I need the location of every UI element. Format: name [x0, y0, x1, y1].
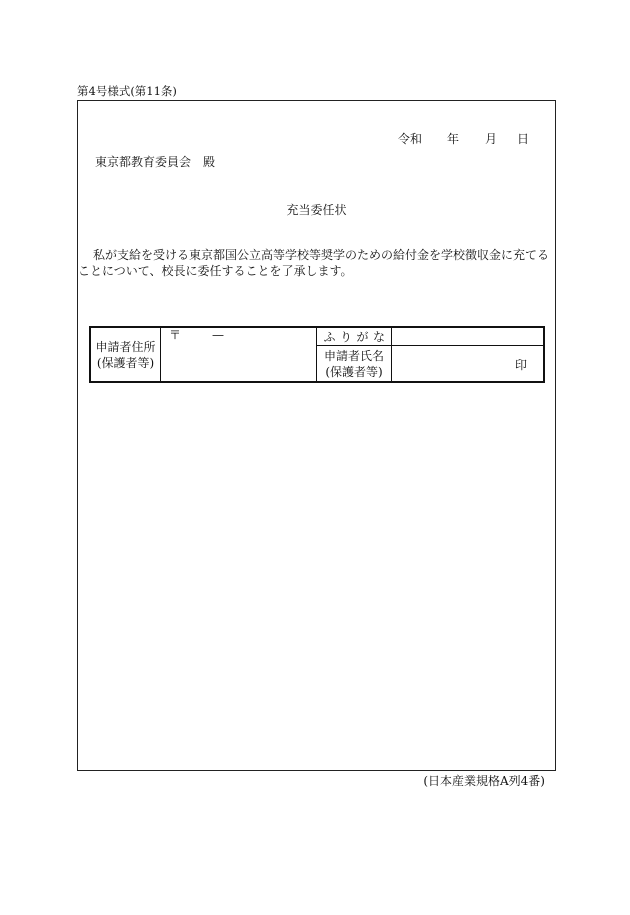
paper-size-note: (日本産業規格A列4番) [423, 774, 545, 788]
seal-mark: 印 [515, 358, 528, 372]
body-line-1: 私が支給を受ける東京都国公立高等学校等奨学のための給付金を学校徴収金に充てる [93, 248, 550, 262]
furigana-label-cell [317, 328, 392, 345]
form-number: 第4号様式(第11条) [77, 84, 177, 98]
name-label-cell [317, 346, 391, 381]
name-label-line-1: 申請者氏名 [323, 348, 384, 363]
date-day-unit: 日 [517, 132, 530, 146]
form-frame [77, 100, 556, 771]
date-year-unit: 年 [447, 132, 460, 146]
date-era: 令和 [398, 132, 423, 146]
address-label-line-2: (保護者等) [96, 355, 155, 370]
table-divider-label-address [160, 327, 161, 382]
furigana-label: ふりがな [323, 329, 390, 344]
address-label-cell [91, 328, 160, 381]
address-label-line-1: 申請者住所 [95, 339, 156, 354]
body-line-2: ことについて、校長に委任することを了承します。 [78, 264, 353, 278]
document-title: 充当委任状 [286, 203, 347, 217]
addressee: 東京都教育委員会 殿 [95, 155, 216, 169]
name-label-line-2: (保護者等) [325, 364, 383, 379]
date-month-unit: 月 [485, 132, 498, 146]
postal-code-dash: — [212, 328, 224, 342]
postal-mark: 〒 [169, 328, 182, 342]
